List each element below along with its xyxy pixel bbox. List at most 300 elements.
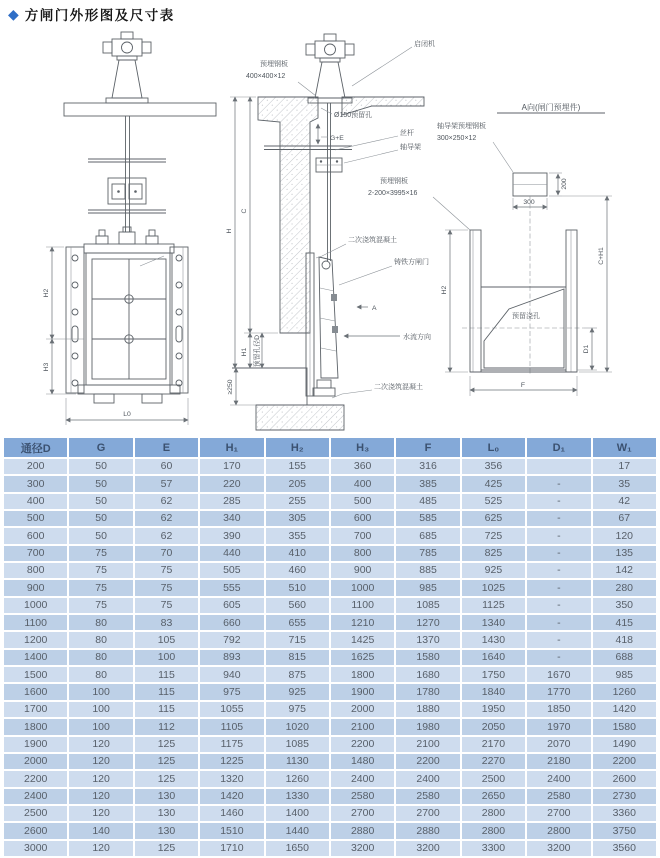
second-concrete-upper-label: 二次浇筑混凝土 bbox=[348, 237, 397, 244]
table-cell: 2400 bbox=[527, 771, 590, 786]
table-cell: 685 bbox=[396, 528, 459, 543]
concrete-base bbox=[256, 405, 344, 430]
table-cell: 1490 bbox=[593, 737, 656, 752]
table-cell: 1105 bbox=[200, 719, 263, 734]
table-cell: 50 bbox=[69, 511, 132, 526]
table-cell: 2180 bbox=[527, 754, 590, 769]
table-row bbox=[4, 511, 656, 526]
table-row bbox=[4, 719, 656, 734]
table-cell: 505 bbox=[200, 563, 263, 578]
frame-bolts bbox=[72, 255, 182, 386]
dim-l0-front: L0 bbox=[123, 411, 131, 418]
table-cell: 120 bbox=[69, 737, 132, 752]
table-cell: 1700 bbox=[4, 702, 67, 717]
table-cell: 1650 bbox=[266, 841, 329, 856]
table-cell: 125 bbox=[135, 841, 198, 856]
dim-min250: ≥250 bbox=[227, 379, 234, 395]
table-cell: 2100 bbox=[331, 719, 394, 734]
table-cell: 2070 bbox=[527, 737, 590, 752]
table-row bbox=[4, 476, 656, 491]
table-header-row bbox=[4, 438, 656, 457]
table-cell: 1425 bbox=[331, 632, 394, 647]
column-header: D₁ bbox=[527, 438, 590, 457]
table-cell: - bbox=[527, 546, 590, 561]
table-cell: 100 bbox=[69, 684, 132, 699]
table-cell: - bbox=[527, 563, 590, 578]
table-cell: - bbox=[527, 511, 590, 526]
table-cell: 100 bbox=[69, 702, 132, 717]
table-cell: 62 bbox=[135, 494, 198, 509]
table-cell: 1510 bbox=[200, 823, 263, 838]
table-cell: 510 bbox=[266, 580, 329, 595]
table-cell: 893 bbox=[200, 650, 263, 665]
table-cell: - bbox=[527, 650, 590, 665]
guide-bracket-label: 轴导架 bbox=[400, 144, 421, 151]
table-cell: 1260 bbox=[266, 771, 329, 786]
table-cell: 83 bbox=[135, 615, 198, 630]
dim-h1: H1 bbox=[241, 347, 248, 357]
table-cell: 130 bbox=[135, 823, 198, 838]
table-cell: 130 bbox=[135, 789, 198, 804]
table-cell: 1025 bbox=[462, 580, 525, 595]
table-cell: 1770 bbox=[527, 684, 590, 699]
second-concrete-lower-label: 二次浇筑混凝土 bbox=[374, 384, 423, 391]
table-cell: 50 bbox=[69, 494, 132, 509]
table-cell: 75 bbox=[135, 598, 198, 613]
table-cell: 1800 bbox=[331, 667, 394, 682]
gate-profile bbox=[319, 257, 338, 378]
table-cell: 75 bbox=[69, 580, 132, 595]
table-cell: 2700 bbox=[396, 806, 459, 821]
table-cell: 975 bbox=[200, 684, 263, 699]
dim-c-plus-h1: C+H1 bbox=[598, 247, 605, 265]
table-cell: 2580 bbox=[331, 789, 394, 804]
table-cell: 70 bbox=[135, 546, 198, 561]
table-cell: 1330 bbox=[266, 789, 329, 804]
table-cell: 2700 bbox=[527, 806, 590, 821]
embed-plate2-label-1: 预埋钢板 bbox=[380, 178, 408, 185]
table-cell: 75 bbox=[69, 563, 132, 578]
table-cell: 105 bbox=[135, 632, 198, 647]
table-cell: 1270 bbox=[396, 615, 459, 630]
table-cell: 2170 bbox=[462, 737, 525, 752]
table-row bbox=[4, 650, 656, 665]
table-cell: 120 bbox=[69, 806, 132, 821]
table-cell: 3200 bbox=[396, 841, 459, 856]
table-cell: 1460 bbox=[200, 806, 263, 821]
table-row bbox=[4, 789, 656, 804]
section-a-label: A bbox=[372, 305, 377, 312]
table-cell: 3360 bbox=[593, 806, 656, 821]
table-cell: 2100 bbox=[396, 737, 459, 752]
table-cell: 2200 bbox=[331, 737, 394, 752]
dim-h3-front: H3 bbox=[43, 362, 50, 372]
table-cell: 120 bbox=[69, 754, 132, 769]
table-row bbox=[4, 494, 656, 509]
dim-f: F bbox=[520, 382, 526, 389]
table-cell: 2650 bbox=[462, 789, 525, 804]
table-cell: 688 bbox=[593, 650, 656, 665]
reserved-hole-label: Ø150预留孔 bbox=[334, 112, 373, 119]
table-cell: 2000 bbox=[4, 754, 67, 769]
concrete-deck-wall bbox=[258, 97, 318, 333]
table-row bbox=[4, 684, 656, 699]
table-cell: 2200 bbox=[4, 771, 67, 786]
table-cell: 305 bbox=[266, 511, 329, 526]
table-cell: 115 bbox=[135, 684, 198, 699]
table-cell: 1680 bbox=[396, 667, 459, 682]
page-title-text: 方闸门外形图及尺寸表 bbox=[24, 8, 175, 23]
table-cell: 985 bbox=[593, 667, 656, 682]
table-cell: 1500 bbox=[4, 667, 67, 682]
table-cell: 1580 bbox=[396, 650, 459, 665]
table-cell: 815 bbox=[266, 650, 329, 665]
dim-h: H bbox=[226, 228, 233, 234]
table-row bbox=[4, 771, 656, 786]
table-row bbox=[4, 754, 656, 769]
column-header: G bbox=[69, 438, 132, 457]
table-cell: - bbox=[527, 494, 590, 509]
table-cell: 2580 bbox=[396, 789, 459, 804]
table-cell: 100 bbox=[69, 719, 132, 734]
table-cell: 112 bbox=[135, 719, 198, 734]
table-cell: 1340 bbox=[462, 615, 525, 630]
table-cell: 440 bbox=[200, 546, 263, 561]
table-cell: 1800 bbox=[4, 719, 67, 734]
table-cell: 50 bbox=[69, 459, 132, 474]
column-header: H₃ bbox=[331, 438, 394, 457]
table-cell: 2800 bbox=[462, 823, 525, 838]
table-row bbox=[4, 459, 656, 474]
table-cell: 3200 bbox=[527, 841, 590, 856]
table-cell: 75 bbox=[135, 580, 198, 595]
table-row bbox=[4, 841, 656, 856]
table-cell: - bbox=[527, 632, 590, 647]
table-cell: 1600 bbox=[4, 684, 67, 699]
table-cell: 100 bbox=[135, 650, 198, 665]
table-cell: 1225 bbox=[200, 754, 263, 769]
table-cell: 725 bbox=[462, 528, 525, 543]
table-cell: 1750 bbox=[462, 667, 525, 682]
table-cell: 1130 bbox=[266, 754, 329, 769]
table-cell: - bbox=[527, 615, 590, 630]
table-cell: 1580 bbox=[593, 719, 656, 734]
table-cell: 355 bbox=[266, 528, 329, 543]
table-cell: 1880 bbox=[396, 702, 459, 717]
table-cell: 1900 bbox=[4, 737, 67, 752]
table-cell: 75 bbox=[69, 598, 132, 613]
column-header: 通径D bbox=[4, 438, 67, 457]
table-cell: 1400 bbox=[266, 806, 329, 821]
table-cell: - bbox=[527, 476, 590, 491]
table-cell bbox=[527, 459, 590, 474]
table-cell: 900 bbox=[331, 563, 394, 578]
table-cell: 400 bbox=[331, 476, 394, 491]
table-cell: 125 bbox=[135, 771, 198, 786]
table-row bbox=[4, 563, 656, 578]
table-cell: 75 bbox=[69, 546, 132, 561]
table-cell: 418 bbox=[593, 632, 656, 647]
table-cell: 975 bbox=[266, 702, 329, 717]
table-cell: 2880 bbox=[331, 823, 394, 838]
table-cell: 80 bbox=[69, 632, 132, 647]
table-cell: 120 bbox=[69, 771, 132, 786]
table-cell: 1420 bbox=[200, 789, 263, 804]
table-cell: 42 bbox=[593, 494, 656, 509]
table-cell: 1900 bbox=[331, 684, 394, 699]
table-row bbox=[4, 667, 656, 682]
dimension-table bbox=[2, 436, 658, 858]
table-cell: 792 bbox=[200, 632, 263, 647]
table-row bbox=[4, 580, 656, 595]
table-cell: 200 bbox=[4, 459, 67, 474]
table-cell: 1370 bbox=[396, 632, 459, 647]
table-cell: 1420 bbox=[593, 702, 656, 717]
table-cell: 17 bbox=[593, 459, 656, 474]
dimension-table-container bbox=[2, 436, 658, 858]
table-cell: 1970 bbox=[527, 719, 590, 734]
table-cell: 3000 bbox=[4, 841, 67, 856]
table-cell: 2700 bbox=[331, 806, 394, 821]
table-row bbox=[4, 632, 656, 647]
table-cell: 1710 bbox=[200, 841, 263, 856]
table-cell: 1440 bbox=[266, 823, 329, 838]
table-cell: 1000 bbox=[4, 598, 67, 613]
table-cell: 115 bbox=[135, 702, 198, 717]
table-cell: 1020 bbox=[266, 719, 329, 734]
table-cell: 1430 bbox=[462, 632, 525, 647]
table-cell: 125 bbox=[135, 737, 198, 752]
table-cell: 715 bbox=[266, 632, 329, 647]
table-cell: 316 bbox=[396, 459, 459, 474]
table-cell: 350 bbox=[593, 598, 656, 613]
table-cell: 285 bbox=[200, 494, 263, 509]
table-cell: 800 bbox=[331, 546, 394, 561]
table-cell: 1850 bbox=[527, 702, 590, 717]
table-cell: 1125 bbox=[462, 598, 525, 613]
table-cell: 1000 bbox=[331, 580, 394, 595]
table-cell: 2270 bbox=[462, 754, 525, 769]
dim-300: 300 bbox=[523, 199, 535, 206]
table-cell: 125 bbox=[135, 754, 198, 769]
table-cell: 80 bbox=[69, 667, 132, 682]
table-cell: 2500 bbox=[4, 806, 67, 821]
table-cell: - bbox=[527, 580, 590, 595]
dim-h2-front: H2 bbox=[43, 288, 50, 298]
table-cell: 2580 bbox=[527, 789, 590, 804]
table-cell: 140 bbox=[69, 823, 132, 838]
column-header: H₁ bbox=[200, 438, 263, 457]
table-row bbox=[4, 806, 656, 821]
table-row bbox=[4, 823, 656, 838]
table-cell: 2880 bbox=[396, 823, 459, 838]
table-cell: 62 bbox=[135, 528, 198, 543]
table-cell: 1085 bbox=[266, 737, 329, 752]
table-cell: 80 bbox=[69, 650, 132, 665]
table-cell: 2400 bbox=[4, 789, 67, 804]
table-cell: 2200 bbox=[396, 754, 459, 769]
dim-200: 200 bbox=[561, 178, 568, 190]
table-cell: 1200 bbox=[4, 632, 67, 647]
table-cell: 356 bbox=[462, 459, 525, 474]
table-cell: 900 bbox=[4, 580, 67, 595]
table-cell: 3300 bbox=[462, 841, 525, 856]
table-cell: 1100 bbox=[4, 615, 67, 630]
table-cell: 1400 bbox=[4, 650, 67, 665]
table-cell: 142 bbox=[593, 563, 656, 578]
dim-c: C bbox=[241, 208, 248, 214]
table-cell: 555 bbox=[200, 580, 263, 595]
table-cell: 3560 bbox=[593, 841, 656, 856]
table-cell: 1100 bbox=[331, 598, 394, 613]
table-cell: 62 bbox=[135, 511, 198, 526]
table-cell: 2400 bbox=[331, 771, 394, 786]
table-cell: 410 bbox=[266, 546, 329, 561]
table-cell: 1320 bbox=[200, 771, 263, 786]
table-cell: 1840 bbox=[462, 684, 525, 699]
embed-plate-label-1: 预埋钢板 bbox=[260, 61, 288, 68]
table-row bbox=[4, 598, 656, 613]
table-cell: 560 bbox=[266, 598, 329, 613]
reserved-pour-hole bbox=[484, 289, 564, 368]
hole-diameter-label: 预留孔径D bbox=[254, 334, 261, 368]
diamond-bullet-icon: ◆ bbox=[8, 6, 19, 22]
table-body bbox=[4, 459, 656, 856]
table-cell: 1085 bbox=[396, 598, 459, 613]
table-cell: 3200 bbox=[331, 841, 394, 856]
table-cell: 1210 bbox=[331, 615, 394, 630]
pour-hole-label: 预留浇孔 bbox=[512, 313, 540, 320]
flow-direction-label: 水流方向 bbox=[403, 334, 431, 341]
table-cell: 35 bbox=[593, 476, 656, 491]
table-cell: 2800 bbox=[462, 806, 525, 821]
table-cell: 2600 bbox=[4, 823, 67, 838]
table-cell: 400 bbox=[4, 494, 67, 509]
table-cell: 120 bbox=[69, 789, 132, 804]
table-cell: 2800 bbox=[527, 823, 590, 838]
table-cell: 700 bbox=[4, 546, 67, 561]
table-cell: 60 bbox=[135, 459, 198, 474]
table-cell: 300 bbox=[4, 476, 67, 491]
table-cell: 985 bbox=[396, 580, 459, 595]
table-cell: 655 bbox=[266, 615, 329, 630]
dim-h2-aview: H2 bbox=[441, 285, 448, 295]
table-cell: 67 bbox=[593, 511, 656, 526]
table-cell: 625 bbox=[462, 511, 525, 526]
embed-plate-label-2: 400×400×12 bbox=[246, 73, 286, 80]
table-cell: 2050 bbox=[462, 719, 525, 734]
table-cell: 785 bbox=[396, 546, 459, 561]
table-cell: 500 bbox=[331, 494, 394, 509]
table-cell: 1480 bbox=[331, 754, 394, 769]
cast-iron-gate-label: 铸铁方闸门 bbox=[394, 259, 429, 266]
guide-plate-label-1: 轴导架预埋钢板 bbox=[437, 123, 486, 130]
table-cell: 280 bbox=[593, 580, 656, 595]
dim-ge: G+E bbox=[330, 135, 344, 142]
table-row bbox=[4, 737, 656, 752]
table-cell: 220 bbox=[200, 476, 263, 491]
table-cell: 3750 bbox=[593, 823, 656, 838]
table-cell: 135 bbox=[593, 546, 656, 561]
table-row bbox=[4, 528, 656, 543]
table-cell: 385 bbox=[396, 476, 459, 491]
table-cell: - bbox=[527, 598, 590, 613]
table-cell: 340 bbox=[200, 511, 263, 526]
table-cell: 2730 bbox=[593, 789, 656, 804]
column-header: E bbox=[135, 438, 198, 457]
hoist-label: 启闭机 bbox=[414, 41, 435, 48]
table-cell: 120 bbox=[593, 528, 656, 543]
table-cell: 425 bbox=[462, 476, 525, 491]
table-cell: - bbox=[527, 528, 590, 543]
screw-label: 丝杆 bbox=[400, 130, 414, 137]
table-cell: 155 bbox=[266, 459, 329, 474]
table-cell: 1055 bbox=[200, 702, 263, 717]
table-cell: 500 bbox=[4, 511, 67, 526]
column-header: W₁ bbox=[593, 438, 656, 457]
table-cell: 170 bbox=[200, 459, 263, 474]
front-view-drawing bbox=[43, 32, 216, 425]
embed-plate2-label-2: 2-200×3995×16 bbox=[368, 190, 418, 197]
column-header: F bbox=[396, 438, 459, 457]
table-cell: 130 bbox=[135, 806, 198, 821]
table-cell: 120 bbox=[69, 841, 132, 856]
table-cell: 600 bbox=[331, 511, 394, 526]
table-cell: 2400 bbox=[396, 771, 459, 786]
table-cell: 700 bbox=[331, 528, 394, 543]
table-cell: 115 bbox=[135, 667, 198, 682]
table-cell: 2000 bbox=[331, 702, 394, 717]
table-cell: 460 bbox=[266, 563, 329, 578]
column-header: L₀ bbox=[462, 438, 525, 457]
table-cell: 605 bbox=[200, 598, 263, 613]
dim-d1: D1 bbox=[583, 344, 590, 354]
table-cell: 1950 bbox=[462, 702, 525, 717]
table-cell: 940 bbox=[200, 667, 263, 682]
table-cell: 390 bbox=[200, 528, 263, 543]
table-cell: 2600 bbox=[593, 771, 656, 786]
page-title bbox=[8, 4, 175, 24]
table-cell: 2200 bbox=[593, 754, 656, 769]
gate-valve-drawings bbox=[0, 26, 660, 436]
table-cell: 50 bbox=[69, 476, 132, 491]
table-cell: 75 bbox=[135, 563, 198, 578]
table-cell: 875 bbox=[266, 667, 329, 682]
table-cell: 1640 bbox=[462, 650, 525, 665]
table-row bbox=[4, 702, 656, 717]
table-cell: 1670 bbox=[527, 667, 590, 682]
table-cell: 2500 bbox=[462, 771, 525, 786]
table-cell: 885 bbox=[396, 563, 459, 578]
table-cell: 825 bbox=[462, 546, 525, 561]
table-cell: 925 bbox=[266, 684, 329, 699]
table-cell: 205 bbox=[266, 476, 329, 491]
table-cell: 1625 bbox=[331, 650, 394, 665]
table-row bbox=[4, 615, 656, 630]
table-cell: 80 bbox=[69, 615, 132, 630]
table-cell: 1780 bbox=[396, 684, 459, 699]
table-cell: 1260 bbox=[593, 684, 656, 699]
column-header: H₂ bbox=[266, 438, 329, 457]
table-row bbox=[4, 546, 656, 561]
table-cell: 50 bbox=[69, 528, 132, 543]
a-view-title: A向(闸门预埋件) bbox=[521, 103, 581, 112]
guide-plate-label-2: 300×250×12 bbox=[437, 135, 477, 142]
table-cell: 525 bbox=[462, 494, 525, 509]
table-cell: 585 bbox=[396, 511, 459, 526]
table-cell: 925 bbox=[462, 563, 525, 578]
table-cell: 57 bbox=[135, 476, 198, 491]
